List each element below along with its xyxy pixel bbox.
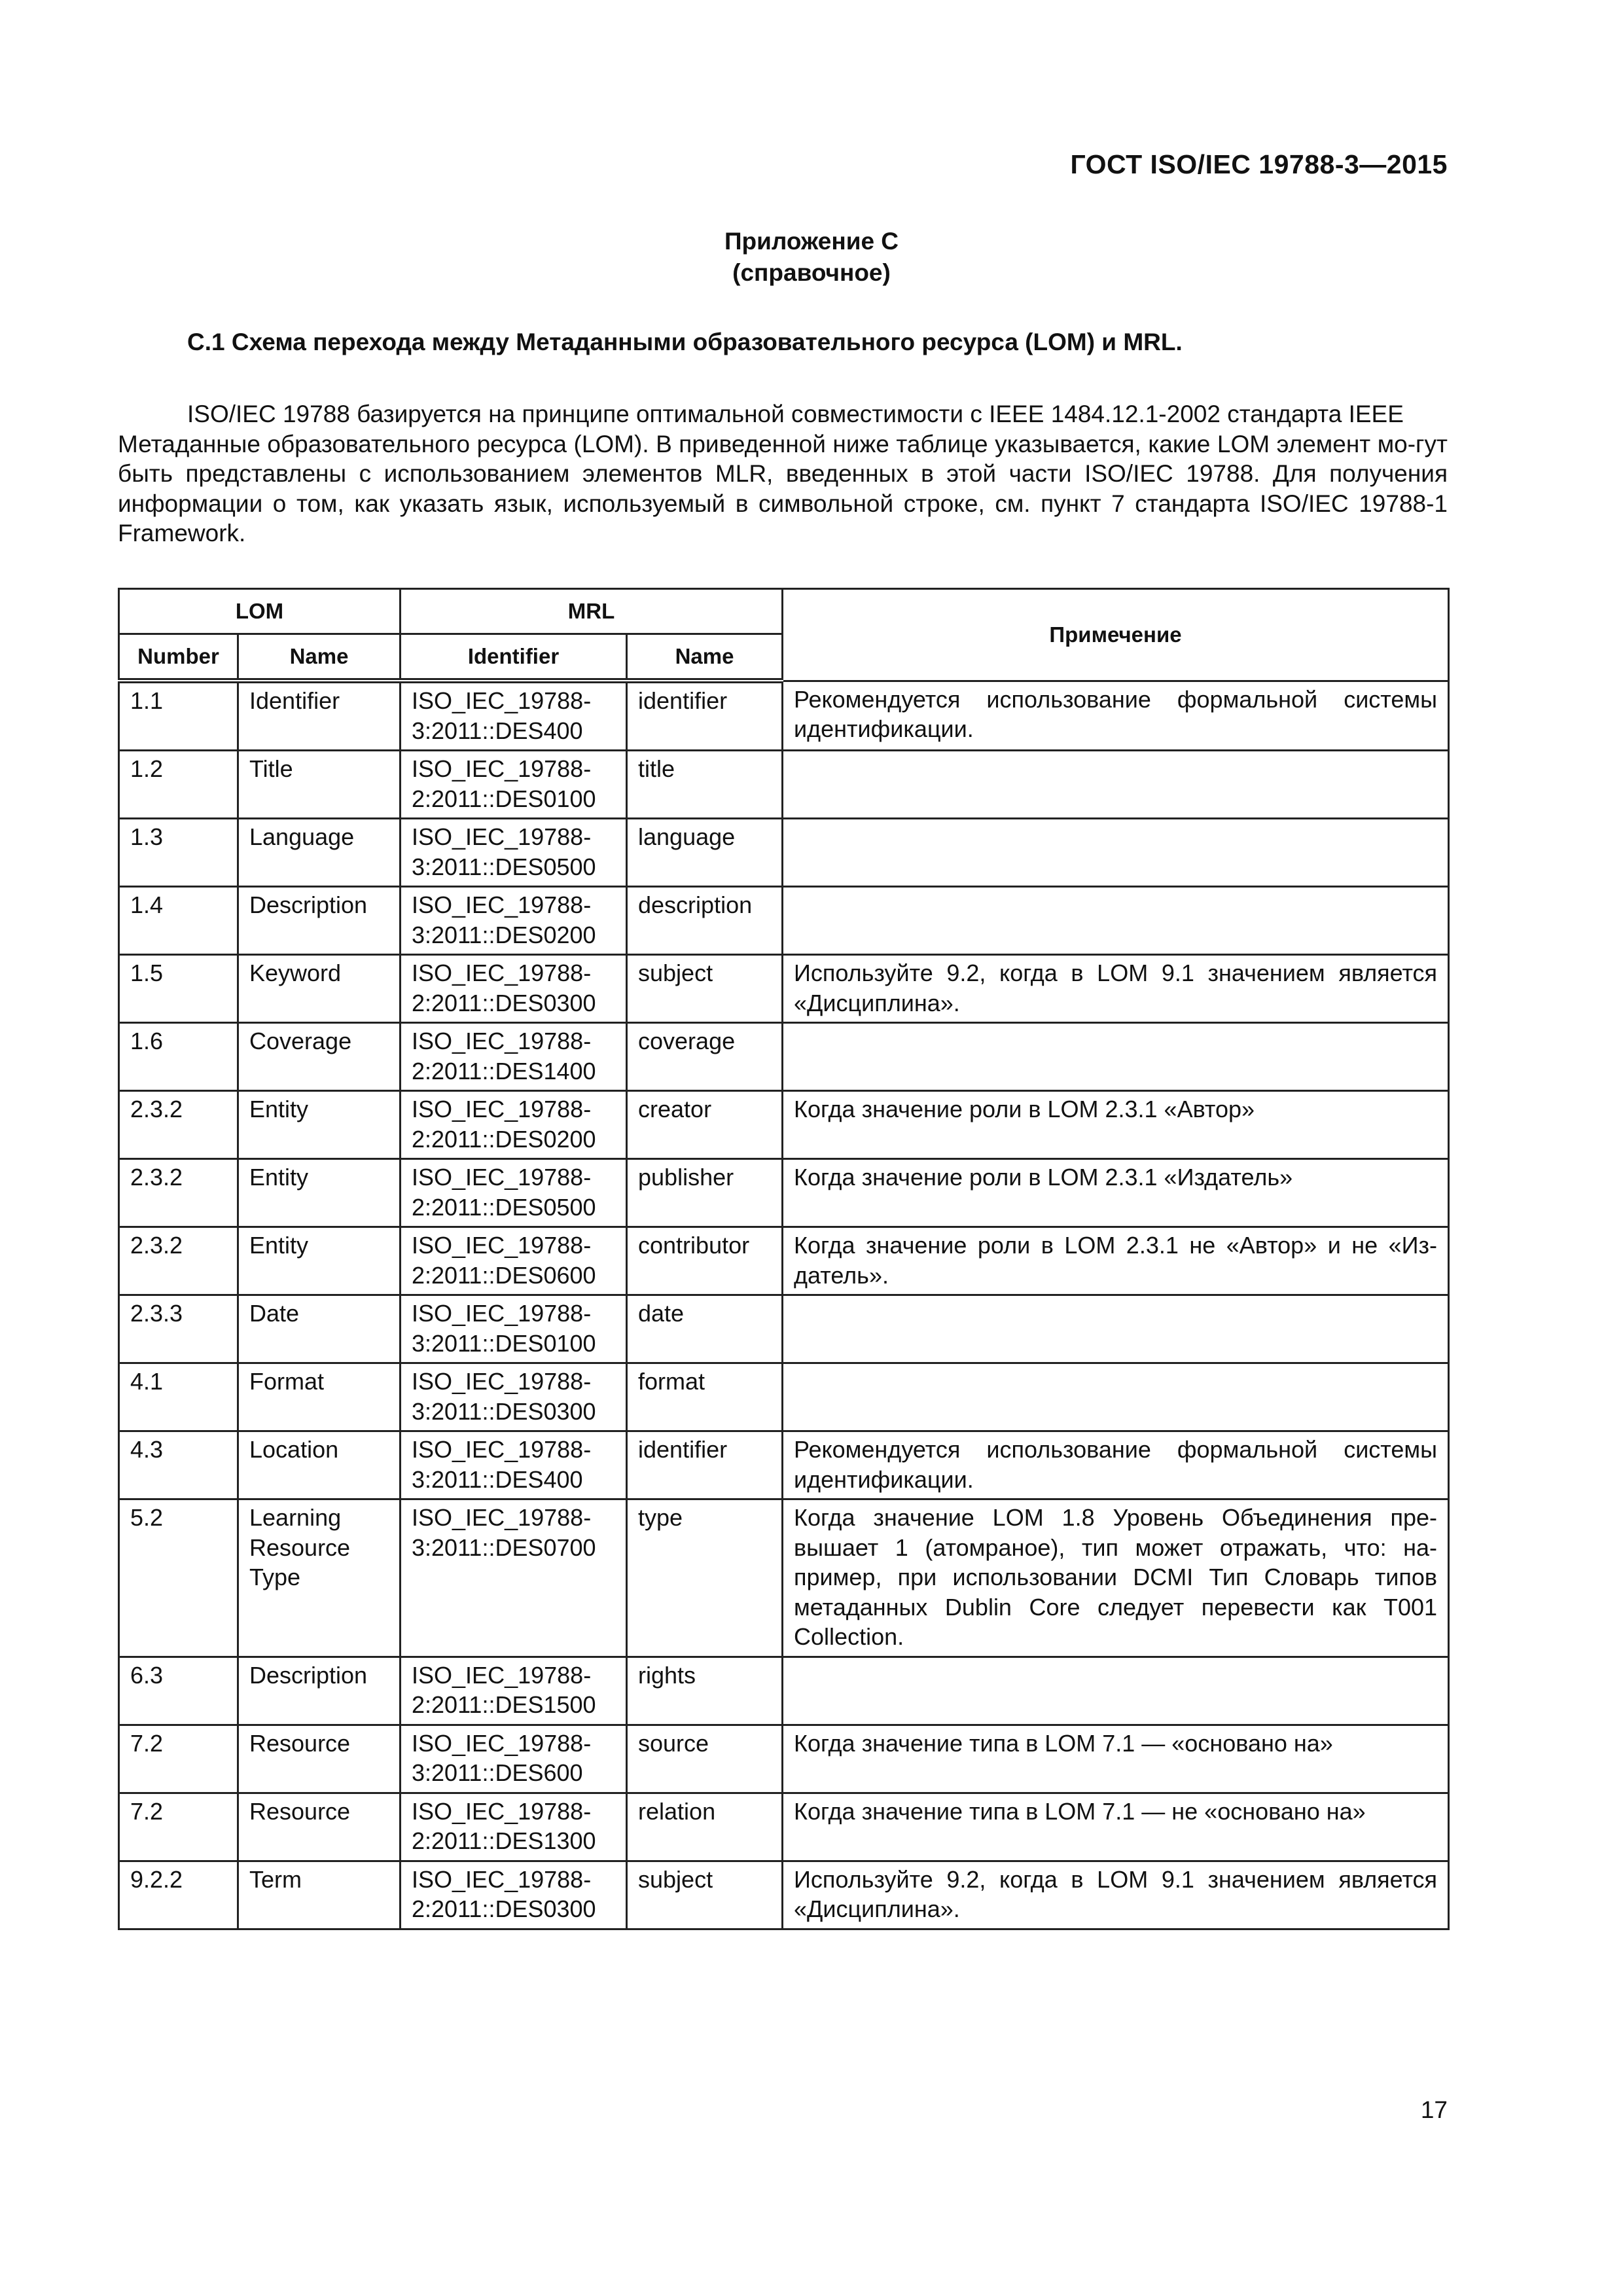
cell-mrl-name: format [627, 1363, 783, 1431]
table-row [119, 1363, 1449, 1431]
cell-lom-name: Entity [238, 1091, 401, 1159]
cell-note: Когда значение типа в LOM 7.1 — «основано на» [783, 1725, 1449, 1793]
cell-identifier: ISO_IEC_19788-3:2011::DES400 [401, 681, 627, 751]
table-row [119, 1227, 1449, 1295]
table-row [119, 1159, 1449, 1227]
cell-identifier: ISO_IEC_19788-3:2011::DES600 [401, 1725, 627, 1793]
table-row [119, 1861, 1449, 1929]
cell-lom-name: Resource [238, 1725, 401, 1793]
cell-mrl-name: coverage [627, 1023, 783, 1091]
cell-lom-name: Identifier [238, 681, 401, 751]
cell-lom-name: Learning Resource Type [238, 1499, 401, 1657]
cell-mrl-name: identifier [627, 1431, 783, 1499]
cell-mrl-name: subject [627, 955, 783, 1023]
cell-note [783, 887, 1449, 955]
cell-mrl-name: type [627, 1499, 783, 1657]
appendix-heading [0, 226, 1623, 289]
cell-mrl-name: relation [627, 1793, 783, 1861]
standard-code: ГОСТ ISO/IEC 19788-3—2015 [1070, 149, 1448, 179]
cell-mrl-name: subject [627, 1861, 783, 1929]
cell-number: 2.3.2 [119, 1227, 238, 1295]
cell-identifier: ISO_IEC_19788-3:2011::DES0300 [401, 1363, 627, 1431]
page-number: 17 [1420, 2096, 1448, 2123]
header-mrl: MRL [401, 589, 783, 634]
cell-note [783, 1295, 1449, 1363]
cell-lom-name: Language [238, 819, 401, 887]
header-identifier: Identifier [401, 634, 627, 681]
table-body [119, 681, 1449, 1929]
cell-note: Рекомендуется использование формальной системы идентификации. [783, 681, 1449, 751]
cell-identifier: ISO_IEC_19788-3:2011::DES0500 [401, 819, 627, 887]
section-heading: С.1 Схема перехода между Метаданными образовательного ресурса (LOM) и MRL. [187, 329, 1183, 355]
cell-lom-name: Format [238, 1363, 401, 1431]
cell-note [783, 751, 1449, 819]
cell-identifier: ISO_IEC_19788-3:2011::DES400 [401, 1431, 627, 1499]
cell-lom-name: Term [238, 1861, 401, 1929]
cell-mrl-name: language [627, 819, 783, 887]
cell-number: 1.3 [119, 819, 238, 887]
table-row [119, 1023, 1449, 1091]
header-number: Number [119, 634, 238, 681]
table-row [119, 1725, 1449, 1793]
table-row [119, 751, 1449, 819]
cell-number: 1.1 [119, 681, 238, 751]
cell-lom-name: Title [238, 751, 401, 819]
cell-number: 2.3.2 [119, 1159, 238, 1227]
cell-note [783, 819, 1449, 887]
cell-note [783, 1023, 1449, 1091]
table-row [119, 1657, 1449, 1725]
cell-identifier: ISO_IEC_19788-3:2011::DES0100 [401, 1295, 627, 1363]
lom-mrl-mapping-table [118, 588, 1450, 1930]
cell-note: Когда значение роли в LOM 2.3.1 не «Автор» и не «Из-датель». [783, 1227, 1449, 1295]
cell-identifier: ISO_IEC_19788-2:2011::DES0200 [401, 1091, 627, 1159]
cell-mrl-name: rights [627, 1657, 783, 1725]
table-row [119, 1091, 1449, 1159]
cell-mrl-name: identifier [627, 681, 783, 751]
intro-rest: Метаданные образовательного ресурса (LOM). В приведенной ниже таблице указывается, какие LOM элемент мо-гут быть представлены с использованием элементов MLR, введенных в этой части ISO/IEC 19788. Для получения информации о том, как указать язык, используемый в символьной строке, см. пункт 7 стандарта ISO/IEC 19788-1 Framework. [118, 430, 1448, 547]
cell-number: 7.2 [119, 1725, 238, 1793]
cell-lom-name: Description [238, 887, 401, 955]
cell-lom-name: Resource [238, 1793, 401, 1861]
cell-identifier: ISO_IEC_19788-3:2011::DES0200 [401, 887, 627, 955]
table-row [119, 1793, 1449, 1861]
appendix-title: Приложение С [724, 228, 899, 255]
cell-number: 7.2 [119, 1793, 238, 1861]
cell-lom-name: Date [238, 1295, 401, 1363]
cell-identifier: ISO_IEC_19788-2:2011::DES0500 [401, 1159, 627, 1227]
cell-identifier: ISO_IEC_19788-2:2011::DES0600 [401, 1227, 627, 1295]
cell-lom-name: Description [238, 1657, 401, 1725]
cell-note: Когда значение роли в LOM 2.3.1 «Автор» [783, 1091, 1449, 1159]
cell-number: 1.6 [119, 1023, 238, 1091]
cell-mrl-name: publisher [627, 1159, 783, 1227]
cell-note: Используйте 9.2, когда в LOM 9.1 значением является «Дисциплина». [783, 1861, 1449, 1929]
cell-number: 4.1 [119, 1363, 238, 1431]
appendix-subtitle: (справочное) [732, 259, 891, 286]
cell-lom-name: Coverage [238, 1023, 401, 1091]
cell-number: 2.3.2 [119, 1091, 238, 1159]
table-row [119, 887, 1449, 955]
cell-mrl-name: description [627, 887, 783, 955]
mapping-table-wrapper [118, 588, 1448, 1930]
header-lom-name: Name [238, 634, 401, 681]
cell-number: 1.2 [119, 751, 238, 819]
cell-mrl-name: source [627, 1725, 783, 1793]
cell-note: Когда значение LOM 1.8 Уровень Объединения пре-вышает 1 (атомраное), тип может отражать, что: на-пример, при использовании DCMI Тип Словарь типов метаданных Dublin Core следует перевести как T001 Collection. [783, 1499, 1449, 1657]
cell-number: 6.3 [119, 1657, 238, 1725]
cell-lom-name: Location [238, 1431, 401, 1499]
header-note: Примечение [783, 589, 1449, 681]
cell-mrl-name: title [627, 751, 783, 819]
cell-identifier: ISO_IEC_19788-2:2011::DES0100 [401, 751, 627, 819]
cell-identifier: ISO_IEC_19788-2:2011::DES1400 [401, 1023, 627, 1091]
cell-lom-name: Entity [238, 1159, 401, 1227]
cell-number: 5.2 [119, 1499, 238, 1657]
cell-mrl-name: creator [627, 1091, 783, 1159]
intro-first-line: ISO/IEC 19788 базируется на принципе оптимальной совместимости с IEEE 1484.12.1-2002 стандарта IEEE [187, 401, 1404, 427]
cell-number: 9.2.2 [119, 1861, 238, 1929]
cell-mrl-name: date [627, 1295, 783, 1363]
cell-note [783, 1363, 1449, 1431]
cell-number: 4.3 [119, 1431, 238, 1499]
cell-number: 2.3.3 [119, 1295, 238, 1363]
table-row [119, 955, 1449, 1023]
header-mrl-name: Name [627, 634, 783, 681]
table-row [119, 1499, 1449, 1657]
cell-identifier: ISO_IEC_19788-2:2011::DES0300 [401, 1861, 627, 1929]
header-lom: LOM [119, 589, 401, 634]
cell-identifier: ISO_IEC_19788-2:2011::DES0300 [401, 955, 627, 1023]
cell-identifier: ISO_IEC_19788-2:2011::DES1300 [401, 1793, 627, 1861]
table-row [119, 819, 1449, 887]
cell-number: 1.5 [119, 955, 238, 1023]
cell-identifier: ISO_IEC_19788-2:2011::DES1500 [401, 1657, 627, 1725]
intro-paragraph [118, 399, 1448, 548]
cell-note: Рекомендуется использование формальной системы идентификации. [783, 1431, 1449, 1499]
table-row [119, 1431, 1449, 1499]
cell-note: Когда значение типа в LOM 7.1 — не «основано на» [783, 1793, 1449, 1861]
cell-note: Когда значение роли в LOM 2.3.1 «Издатель» [783, 1159, 1449, 1227]
cell-note [783, 1657, 1449, 1725]
table-row [119, 681, 1449, 751]
cell-number: 1.4 [119, 887, 238, 955]
cell-mrl-name: contributor [627, 1227, 783, 1295]
cell-note: Используйте 9.2, когда в LOM 9.1 значением является «Дисциплина». [783, 955, 1449, 1023]
cell-identifier: ISO_IEC_19788-3:2011::DES0700 [401, 1499, 627, 1657]
table-row [119, 1295, 1449, 1363]
cell-lom-name: Entity [238, 1227, 401, 1295]
cell-lom-name: Keyword [238, 955, 401, 1023]
